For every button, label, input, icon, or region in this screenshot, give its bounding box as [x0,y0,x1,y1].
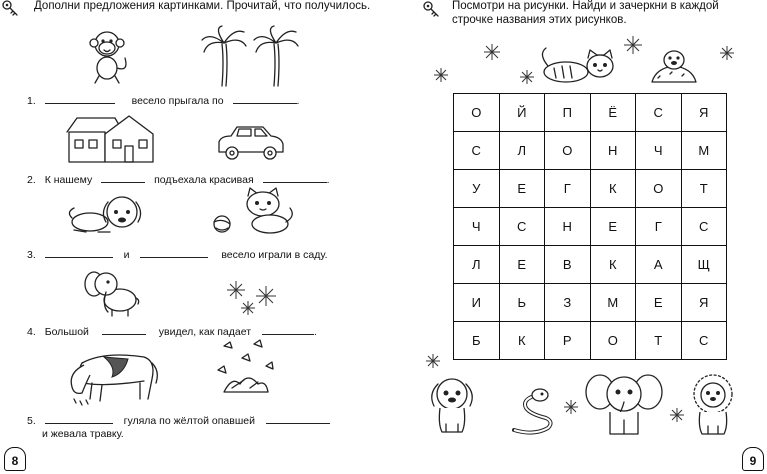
blank [262,325,314,335]
palm-trees-picture [200,26,304,88]
snake-picture [508,386,558,436]
left-instruction: Дополни предложения картинками. Прочитай, что получилось. [34,0,371,12]
grid-cell[interactable]: Й [499,94,545,132]
grid-cell[interactable]: С [681,208,727,246]
grid-cell[interactable]: Ё [590,94,636,132]
grid-row [454,170,727,208]
blank [263,173,327,183]
elephant-picture [84,266,140,316]
grid-cell[interactable]: О [636,170,682,208]
page-number-right: 9 [742,447,764,471]
grid-cell[interactable]: Л [499,132,545,170]
sentence-4: 4. Большой увидел, как падает . [27,326,317,338]
grid-row [454,208,727,246]
grid-cell[interactable]: К [499,322,545,360]
puppy-picture [426,376,478,438]
grid-cell[interactable]: Е [499,170,545,208]
grid-cell[interactable]: В [545,246,591,284]
right-instruction: Посмотри на рисунки. Найди и зачеркни в каждой строчке названия этих рисунков. [452,0,719,26]
grid-cell[interactable]: С [636,94,682,132]
lion-picture [688,374,738,436]
cow-picture [64,343,160,405]
grid-cell[interactable]: О [590,322,636,360]
sentence-5: 5. гуляла по жёлтой опавшей [27,414,330,427]
grid-row [454,284,727,322]
sentence-2: 2. К нашему подъехала красивая . [27,174,330,186]
monkey-picture [85,28,133,86]
puppy-picture [70,190,150,236]
sentence-1: 1. весело прыгала по . [27,95,300,107]
grid-cell[interactable]: М [681,132,727,170]
grid-row [454,322,727,360]
snowflake-icon [518,68,536,86]
grid-cell[interactable]: Я [681,284,727,322]
grid-cell[interactable]: Е [499,246,545,284]
grid-cell[interactable]: Б [454,322,500,360]
grid-cell[interactable]: З [545,284,591,322]
sentence-5-continuation: и жевала травку. [42,428,124,440]
blank [45,414,113,424]
grid-cell[interactable]: Ь [499,284,545,322]
grid-cell[interactable]: И [454,284,500,322]
snowflake-icon [562,398,580,416]
grid-cell[interactable]: К [590,246,636,284]
grid-cell[interactable]: М [590,284,636,322]
grid-row [454,132,727,170]
grid-cell[interactable]: Н [590,132,636,170]
grid-cell[interactable]: Щ [681,246,727,284]
snowflake-icon [718,44,736,62]
grid-cell[interactable]: Ч [636,132,682,170]
grid-cell[interactable]: Р [545,322,591,360]
grid-cell[interactable]: Я [681,94,727,132]
grid-cell[interactable]: Т [636,322,682,360]
grid-cell[interactable]: О [454,94,500,132]
key-icon [423,1,439,17]
key-icon [2,0,18,16]
grid-cell[interactable]: Г [636,208,682,246]
blank [233,94,297,104]
grid-cell[interactable]: Е [636,284,682,322]
elephant-picture [584,372,664,438]
grid-cell[interactable]: Т [681,170,727,208]
blank [266,414,330,424]
mole-picture [650,42,698,84]
blank [45,248,113,258]
car-picture [215,124,287,162]
snowflake-icon [668,406,686,424]
grid-row [454,246,727,284]
snowflake-icon [424,352,442,370]
grid-cell[interactable]: А [636,246,682,284]
grid-row [454,94,727,132]
grid-cell[interactable]: У [454,170,500,208]
sentence-3: 3. и весело играли в саду. [27,249,328,261]
snowflake-icon [432,66,450,84]
blank [102,325,146,335]
blank [45,94,115,104]
falling-leaves-picture [214,340,276,396]
blank [140,248,208,258]
snowflakes-picture [220,278,280,318]
grid-cell[interactable]: Н [545,208,591,246]
grid-cell[interactable]: С [454,132,500,170]
grid-cell[interactable]: Л [454,246,500,284]
grid-cell[interactable]: Е [590,208,636,246]
letter-grid [453,93,727,360]
blank [101,173,145,183]
cat-picture [540,44,616,88]
grid-cell[interactable]: О [545,132,591,170]
grid-cell[interactable]: Ч [454,208,500,246]
snowflake-icon [622,34,644,56]
house-picture [65,112,157,164]
page-number-left: 8 [4,447,26,471]
grid-cell[interactable]: П [545,94,591,132]
snowflake-icon [482,42,502,62]
grid-cell[interactable]: С [499,208,545,246]
grid-cell[interactable]: К [590,170,636,208]
kitten-ball-picture [208,188,296,236]
grid-cell[interactable]: С [681,322,727,360]
grid-cell[interactable]: Г [545,170,591,208]
